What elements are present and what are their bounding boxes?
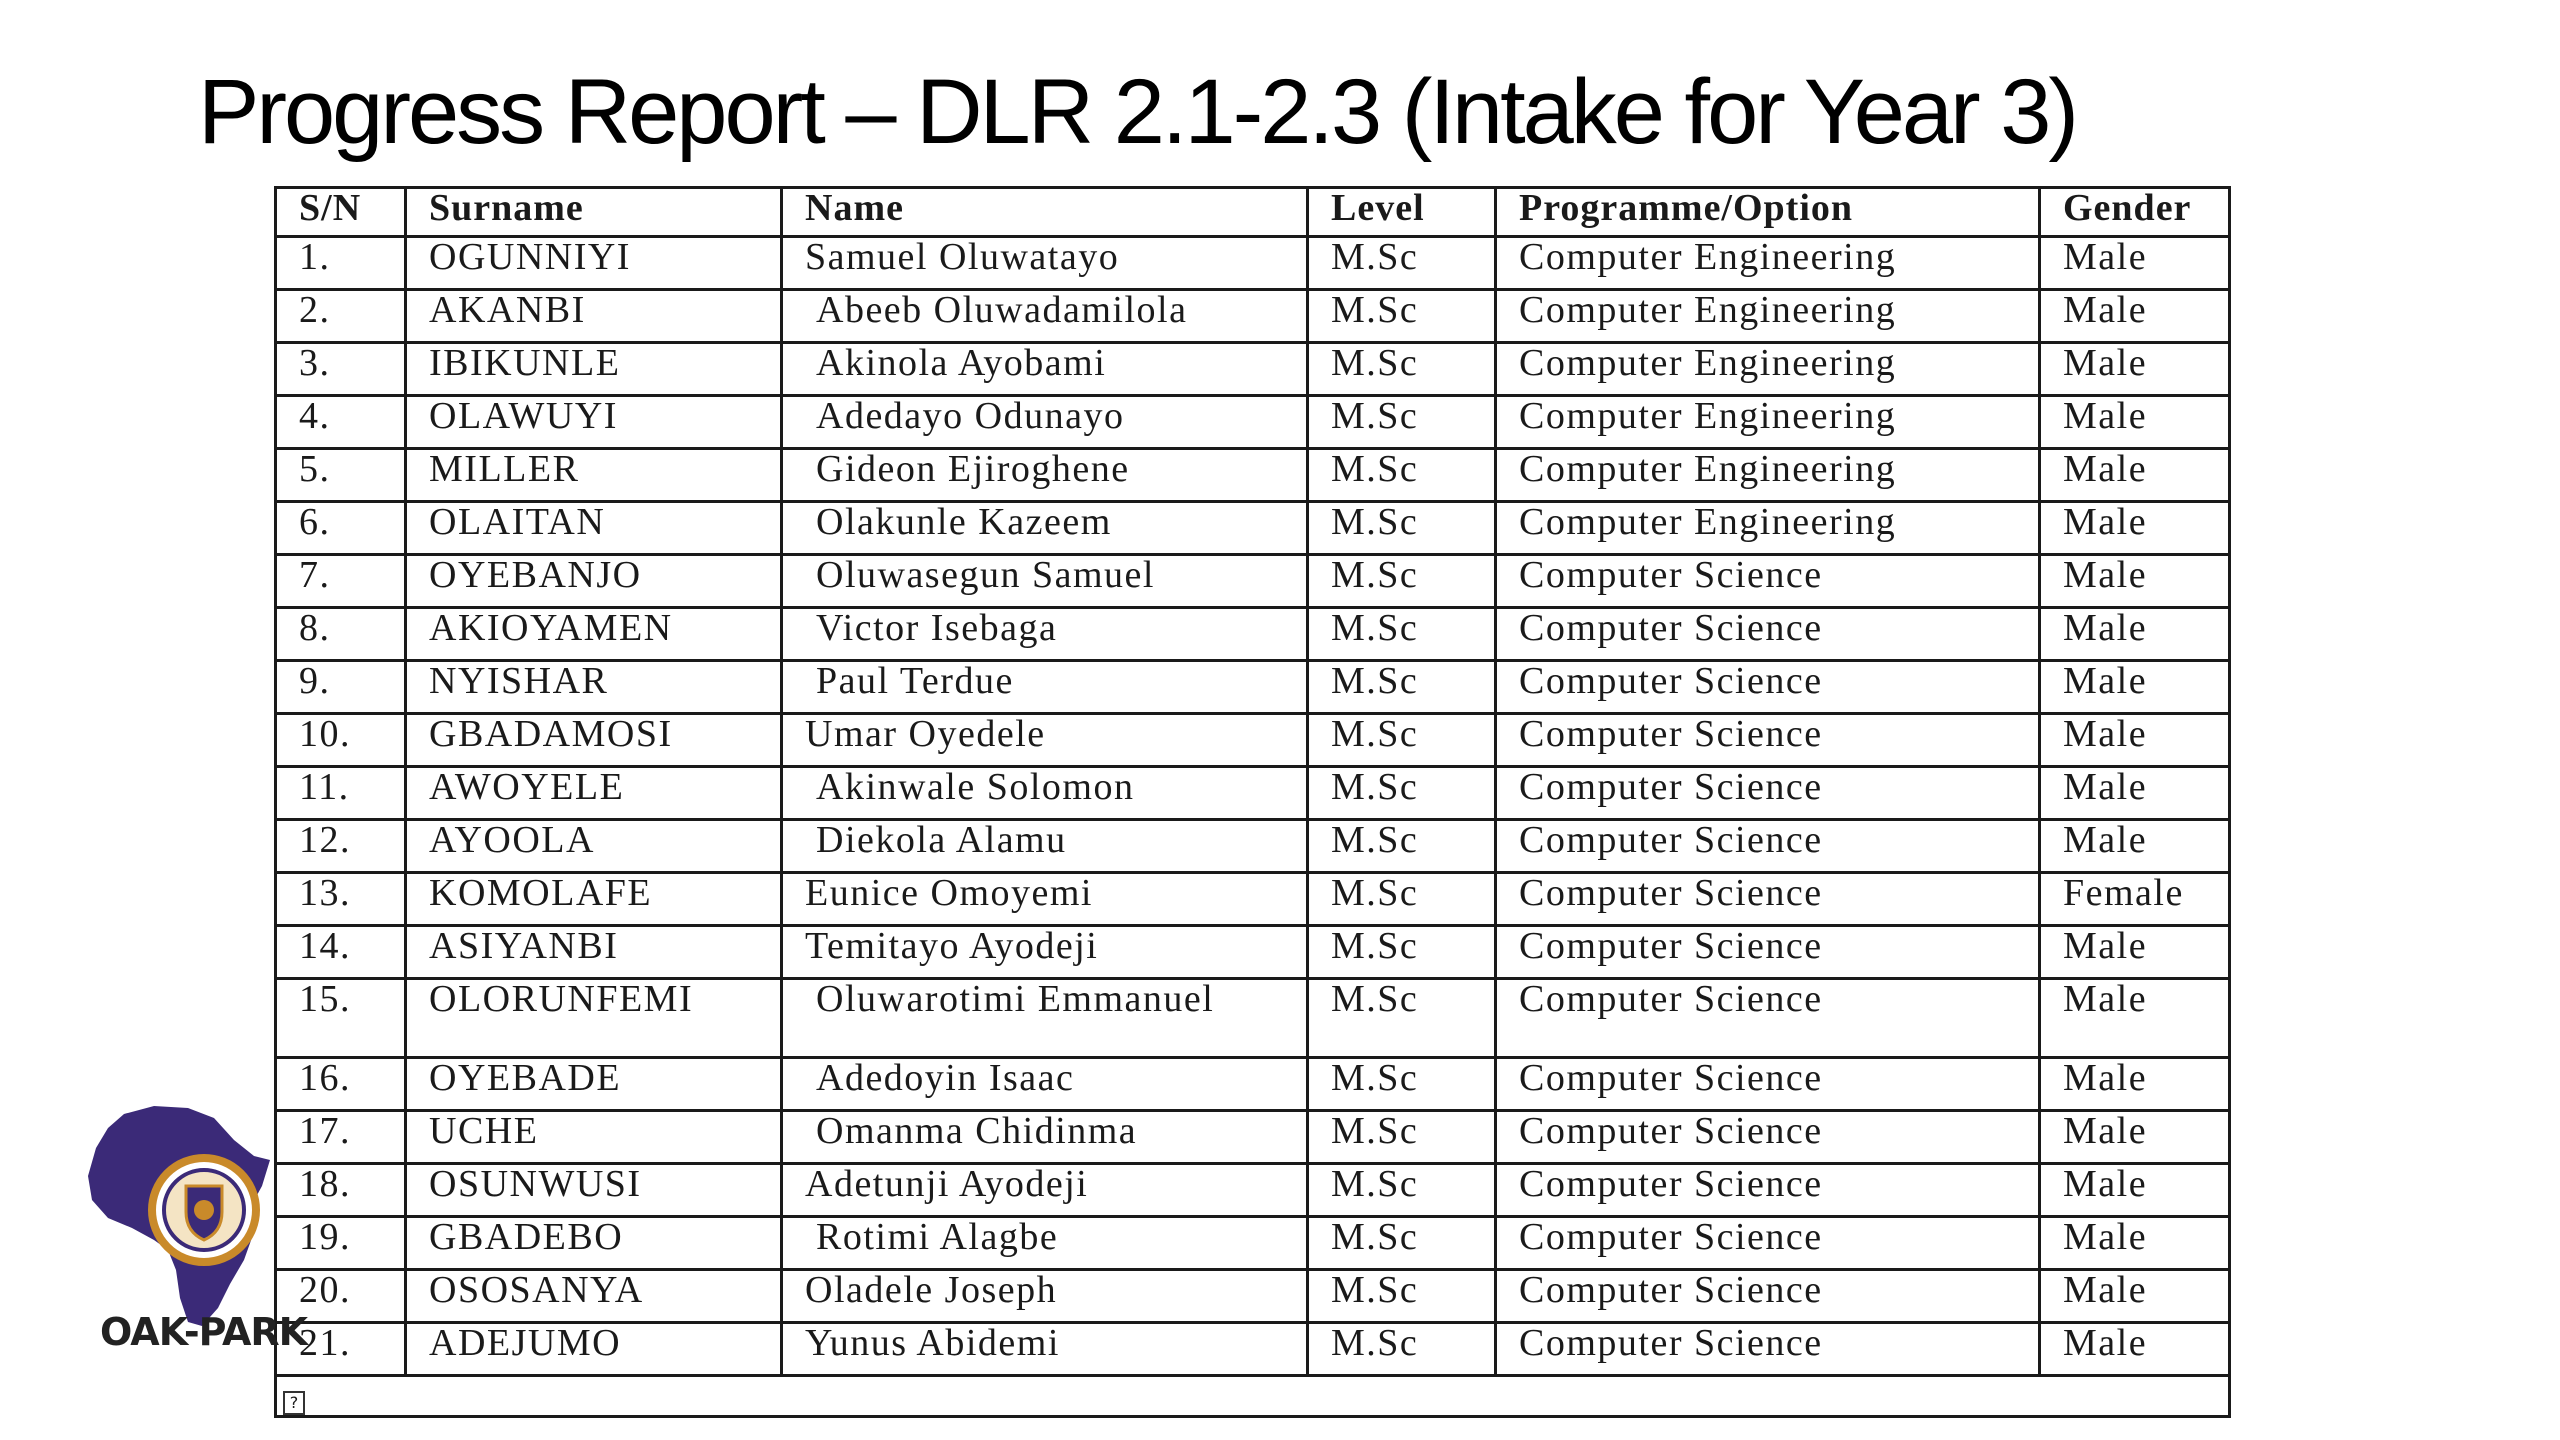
surname-cell: OGUNNIYI <box>406 237 782 290</box>
serial-number-cell: 21. <box>276 1323 406 1376</box>
surname-cell: IBIKUNLE <box>406 343 782 396</box>
roster-body <box>276 237 2230 1417</box>
table-row <box>276 449 2230 502</box>
level-cell: M.Sc <box>1308 926 1496 979</box>
serial-number-cell: 9. <box>276 661 406 714</box>
table-row <box>276 555 2230 608</box>
serial-number-cell: 10. <box>276 714 406 767</box>
name-cell: Oluwasegun Samuel <box>782 555 1308 608</box>
name-cell: Diekola Alamu <box>782 820 1308 873</box>
programme-cell: Computer Science <box>1496 555 2040 608</box>
programme-cell: Computer Science <box>1496 1111 2040 1164</box>
level-cell: M.Sc <box>1308 1270 1496 1323</box>
roster-header <box>276 188 2230 237</box>
gender-cell: Male <box>2040 237 2230 290</box>
surname-cell: ADEJUMO <box>406 1323 782 1376</box>
surname-cell: GBADEBO <box>406 1217 782 1270</box>
level-cell: M.Sc <box>1308 608 1496 661</box>
programme-cell: Computer Science <box>1496 1323 2040 1376</box>
surname-cell: GBADAMOSI <box>406 714 782 767</box>
level-cell: M.Sc <box>1308 873 1496 926</box>
table-row <box>276 1323 2230 1376</box>
serial-number-cell: 17. <box>276 1111 406 1164</box>
column-header: Surname <box>406 188 782 237</box>
serial-number-cell: 6. <box>276 502 406 555</box>
table-row <box>276 1111 2230 1164</box>
surname-cell: OLORUNFEMI <box>406 979 782 1058</box>
serial-number-cell: 14. <box>276 926 406 979</box>
gender-cell: Male <box>2040 1111 2230 1164</box>
level-cell: M.Sc <box>1308 1111 1496 1164</box>
name-cell: Abeeb Oluwadamilola <box>782 290 1308 343</box>
gender-cell: Male <box>2040 1058 2230 1111</box>
gender-cell: Male <box>2040 979 2230 1058</box>
level-cell: M.Sc <box>1308 1323 1496 1376</box>
level-cell: M.Sc <box>1308 1217 1496 1270</box>
table-footer-row <box>276 1376 2230 1417</box>
name-cell: Adedayo Odunayo <box>782 396 1308 449</box>
name-cell: Omanma Chidinma <box>782 1111 1308 1164</box>
column-header: Gender <box>2040 188 2230 237</box>
level-cell: M.Sc <box>1308 343 1496 396</box>
level-cell: M.Sc <box>1308 555 1496 608</box>
surname-cell: AYOOLA <box>406 820 782 873</box>
header-row <box>276 188 2230 237</box>
programme-cell: Computer Science <box>1496 820 2040 873</box>
gender-cell: Male <box>2040 502 2230 555</box>
slide-title: Progress Report – DLR 2.1-2.3 (Intake for Year 3) <box>198 61 2077 163</box>
table-row <box>276 979 2230 1058</box>
gender-cell: Male <box>2040 767 2230 820</box>
name-cell: Paul Terdue <box>782 661 1308 714</box>
table-row <box>276 237 2230 290</box>
surname-cell: OYEBADE <box>406 1058 782 1111</box>
gender-cell: Male <box>2040 396 2230 449</box>
table-row <box>276 1217 2230 1270</box>
level-cell: M.Sc <box>1308 714 1496 767</box>
table-row <box>276 290 2230 343</box>
programme-cell: Computer Science <box>1496 767 2040 820</box>
programme-cell: Computer Engineering <box>1496 237 2040 290</box>
name-cell: Temitayo Ayodeji <box>782 926 1308 979</box>
placeholder-glyph-icon: ? <box>283 1391 305 1415</box>
serial-number-cell: 3. <box>276 343 406 396</box>
programme-cell: Computer Science <box>1496 1270 2040 1323</box>
surname-cell: OSUNWUSI <box>406 1164 782 1217</box>
name-cell: Akinwale Solomon <box>782 767 1308 820</box>
table-row <box>276 714 2230 767</box>
name-cell: Rotimi Alagbe <box>782 1217 1308 1270</box>
gender-cell: Male <box>2040 1323 2230 1376</box>
table-row <box>276 1164 2230 1217</box>
programme-cell: Computer Science <box>1496 608 2040 661</box>
column-header: Name <box>782 188 1308 237</box>
level-cell: M.Sc <box>1308 661 1496 714</box>
gender-cell: Male <box>2040 1164 2230 1217</box>
surname-cell: OLAITAN <box>406 502 782 555</box>
name-cell: Yunus Abidemi <box>782 1323 1308 1376</box>
gender-cell: Male <box>2040 343 2230 396</box>
logo-caption: OAK-PARK <box>100 1310 308 1354</box>
gender-cell: Male <box>2040 608 2230 661</box>
table-row <box>276 608 2230 661</box>
serial-number-cell: 19. <box>276 1217 406 1270</box>
programme-cell: Computer Engineering <box>1496 290 2040 343</box>
level-cell: M.Sc <box>1308 502 1496 555</box>
student-roster-table <box>274 186 2231 1418</box>
table-row <box>276 767 2230 820</box>
surname-cell: OLAWUYI <box>406 396 782 449</box>
programme-cell: Computer Science <box>1496 1164 2040 1217</box>
serial-number-cell: 1. <box>276 237 406 290</box>
level-cell: M.Sc <box>1308 237 1496 290</box>
gender-cell: Male <box>2040 1217 2230 1270</box>
table-row <box>276 873 2230 926</box>
gender-cell: Male <box>2040 926 2230 979</box>
surname-cell: OSOSANYA <box>406 1270 782 1323</box>
table-row <box>276 343 2230 396</box>
table-row <box>276 396 2230 449</box>
level-cell: M.Sc <box>1308 396 1496 449</box>
name-cell: Umar Oyedele <box>782 714 1308 767</box>
name-cell: Oladele Joseph <box>782 1270 1308 1323</box>
name-cell: Olakunle Kazeem <box>782 502 1308 555</box>
serial-number-cell: 4. <box>276 396 406 449</box>
column-header: Programme/Option <box>1496 188 2040 237</box>
name-cell: Samuel Oluwatayo <box>782 237 1308 290</box>
serial-number-cell: 7. <box>276 555 406 608</box>
serial-number-cell: 16. <box>276 1058 406 1111</box>
gender-cell: Male <box>2040 1270 2230 1323</box>
gender-cell: Female <box>2040 873 2230 926</box>
programme-cell: Computer Science <box>1496 1058 2040 1111</box>
table-row <box>276 926 2230 979</box>
name-cell: Adedoyin Isaac <box>782 1058 1308 1111</box>
name-cell: Akinola Ayobami <box>782 343 1308 396</box>
programme-cell: Computer Science <box>1496 873 2040 926</box>
surname-cell: AKIOYAMEN <box>406 608 782 661</box>
table-row <box>276 661 2230 714</box>
surname-cell: OYEBANJO <box>406 555 782 608</box>
crest-emblem <box>194 1200 214 1220</box>
serial-number-cell: 11. <box>276 767 406 820</box>
programme-cell: Computer Engineering <box>1496 449 2040 502</box>
level-cell: M.Sc <box>1308 449 1496 502</box>
serial-number-cell: 2. <box>276 290 406 343</box>
name-cell: Oluwarotimi Emmanuel <box>782 979 1308 1058</box>
serial-number-cell: 20. <box>276 1270 406 1323</box>
serial-number-cell: 8. <box>276 608 406 661</box>
serial-number-cell: 12. <box>276 820 406 873</box>
surname-cell: AKANBI <box>406 290 782 343</box>
name-cell: Gideon Ejiroghene <box>782 449 1308 502</box>
serial-number-cell: 13. <box>276 873 406 926</box>
gender-cell: Male <box>2040 714 2230 767</box>
surname-cell: MILLER <box>406 449 782 502</box>
table-row <box>276 1270 2230 1323</box>
gender-cell: Male <box>2040 449 2230 502</box>
level-cell: M.Sc <box>1308 1164 1496 1217</box>
level-cell: M.Sc <box>1308 820 1496 873</box>
programme-cell: Computer Science <box>1496 714 2040 767</box>
programme-cell: Computer Science <box>1496 661 2040 714</box>
serial-number-cell: 15. <box>276 979 406 1058</box>
programme-cell: Computer Engineering <box>1496 343 2040 396</box>
name-cell: Victor Isebaga <box>782 608 1308 661</box>
surname-cell: UCHE <box>406 1111 782 1164</box>
level-cell: M.Sc <box>1308 290 1496 343</box>
surname-cell: KOMOLAFE <box>406 873 782 926</box>
programme-cell: Computer Science <box>1496 979 2040 1058</box>
surname-cell: NYISHAR <box>406 661 782 714</box>
programme-cell: Computer Engineering <box>1496 502 2040 555</box>
table-row <box>276 820 2230 873</box>
gender-cell: Male <box>2040 820 2230 873</box>
surname-cell: ASIYANBI <box>406 926 782 979</box>
gender-cell: Male <box>2040 661 2230 714</box>
programme-cell: Computer Engineering <box>1496 396 2040 449</box>
column-header: S/N <box>276 188 406 237</box>
name-cell: Eunice Omoyemi <box>782 873 1308 926</box>
name-cell: Adetunji Ayodeji <box>782 1164 1308 1217</box>
level-cell: M.Sc <box>1308 767 1496 820</box>
level-cell: M.Sc <box>1308 1058 1496 1111</box>
gender-cell: Male <box>2040 290 2230 343</box>
serial-number-cell: 5. <box>276 449 406 502</box>
table-footer-cell <box>276 1376 2230 1417</box>
gender-cell: Male <box>2040 555 2230 608</box>
programme-cell: Computer Science <box>1496 1217 2040 1270</box>
level-cell: M.Sc <box>1308 979 1496 1058</box>
serial-number-cell: 18. <box>276 1164 406 1217</box>
column-header: Level <box>1308 188 1496 237</box>
programme-cell: Computer Science <box>1496 926 2040 979</box>
table-row <box>276 502 2230 555</box>
table-row <box>276 1058 2230 1111</box>
surname-cell: AWOYELE <box>406 767 782 820</box>
